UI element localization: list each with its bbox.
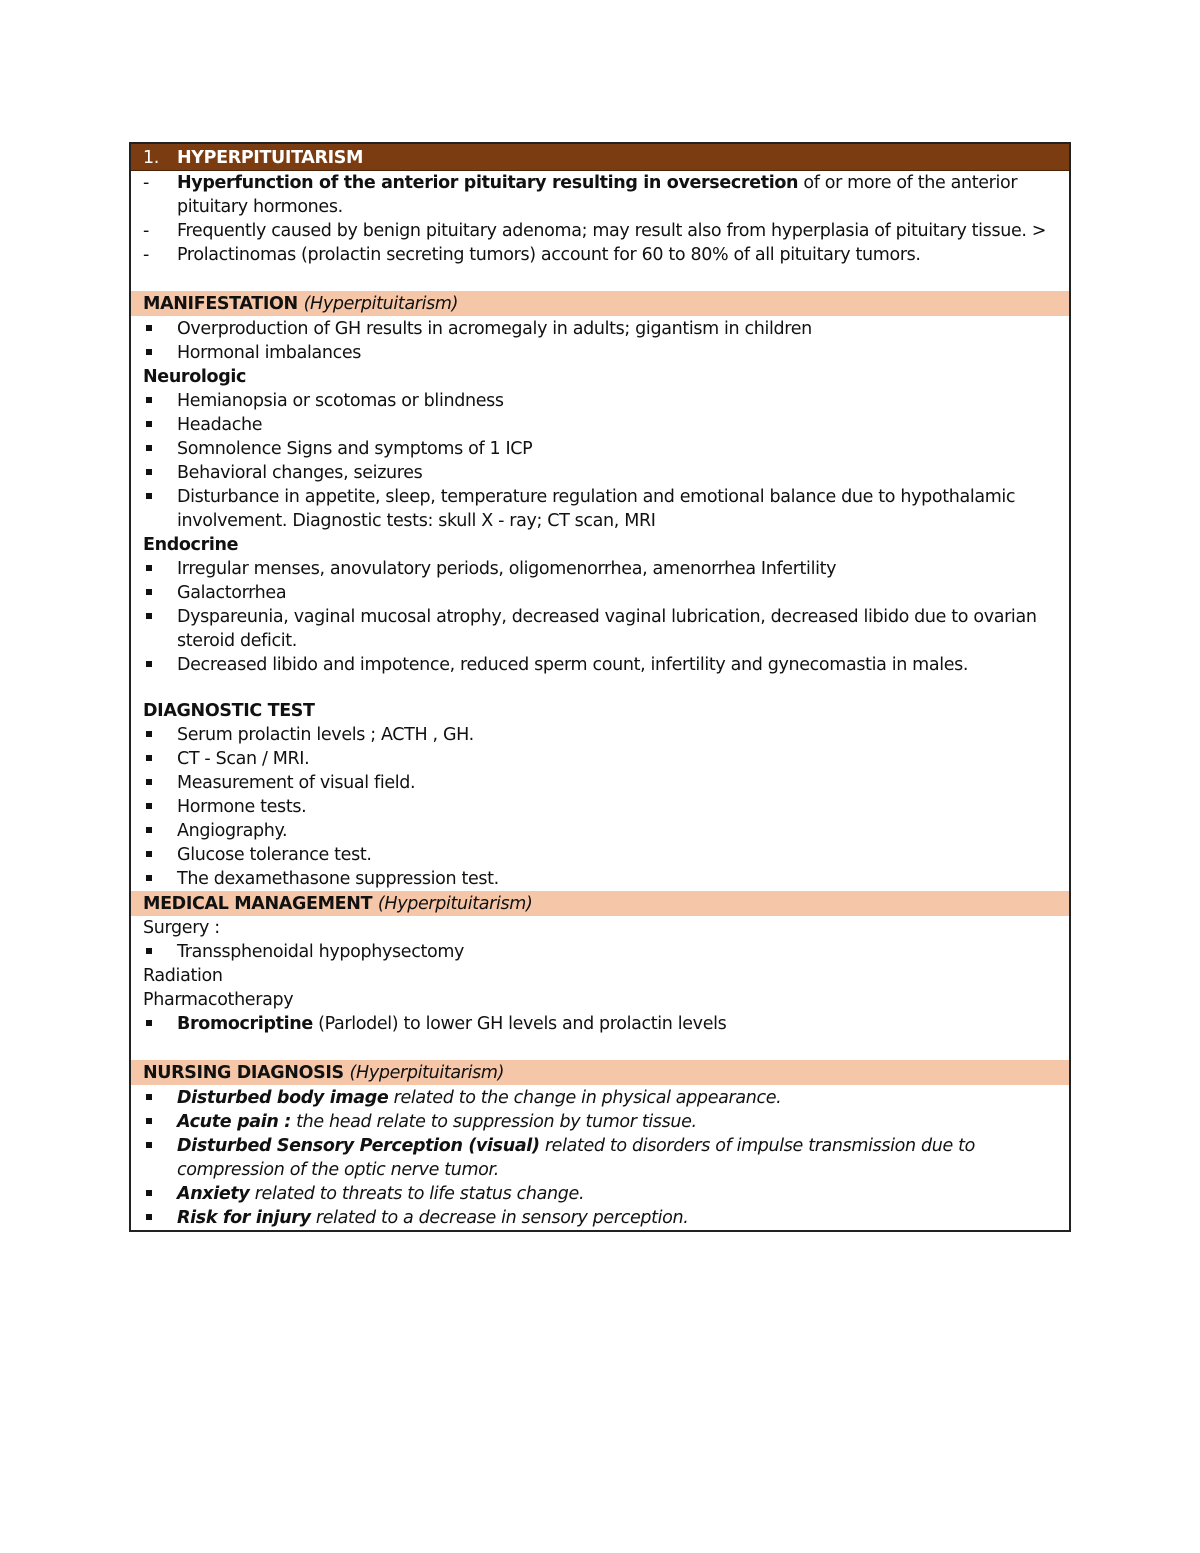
section-title: HYPERPITUITARISM bbox=[177, 148, 364, 168]
square-bullet-icon bbox=[143, 1134, 177, 1182]
square-bullet-icon bbox=[143, 747, 177, 771]
square-bullet-icon bbox=[143, 1182, 177, 1206]
neurologic-subheading: Neurologic bbox=[143, 367, 247, 387]
list-item: Headache bbox=[143, 413, 1069, 437]
pharmacotherapy-label: Pharmacotherapy bbox=[143, 990, 294, 1010]
intro-list bbox=[131, 171, 1069, 267]
square-bullet-icon bbox=[143, 413, 177, 437]
intro-text: Frequently caused by benign pituitary adenoma; may result also from hyperplasia of pituitary tissue. > bbox=[177, 221, 1047, 241]
medical-management-heading bbox=[131, 891, 1069, 916]
diagnostic-heading: DIAGNOSTIC TEST bbox=[143, 701, 315, 721]
diagnostic-section bbox=[131, 699, 1069, 891]
section-title-bar bbox=[131, 144, 1069, 171]
nursing-diagnosis-heading bbox=[131, 1060, 1069, 1085]
surgery-label: Surgery : bbox=[143, 918, 220, 938]
list-item: Transsphenoidal hypophysectomy bbox=[143, 940, 1069, 964]
list-item: Disturbed Sensory Perception (visual) related to disorders of impulse transmission due to compression of the optic nerve tumor. bbox=[143, 1134, 1069, 1182]
square-bullet-icon bbox=[143, 940, 177, 964]
nursing-diagnosis-subtitle: (Hyperpituitarism) bbox=[349, 1063, 505, 1083]
intro-text: Prolactinomas (prolactin secreting tumors) account for 60 to 80% of all pituitary tumors. bbox=[177, 245, 921, 265]
list-item: Galactorrhea bbox=[143, 581, 1069, 605]
list-item: Overproduction of GH results in acromegaly in adults; gigantism in children bbox=[143, 317, 1069, 341]
list-item: Glucose tolerance test. bbox=[143, 843, 1069, 867]
medical-management-subtitle: (Hyperpituitarism) bbox=[377, 894, 533, 914]
manifestation-list bbox=[131, 317, 1069, 677]
list-item: Bromocriptine (Parlodel) to lower GH levels and prolactin levels bbox=[143, 1012, 1069, 1036]
square-bullet-icon bbox=[143, 1012, 177, 1036]
section-number: 1. bbox=[143, 148, 159, 168]
list-item: Somnolence Signs and symptoms of 1 ICP bbox=[143, 437, 1069, 461]
dash-marker: - bbox=[143, 173, 149, 193]
list-item: Serum prolactin levels ; ACTH , GH. bbox=[143, 723, 1069, 747]
intro-text: of or more of the anterior pituitary hormones. bbox=[177, 173, 1018, 217]
list-item: Hormonal imbalances bbox=[143, 341, 1069, 365]
list-item: Measurement of visual field. bbox=[143, 771, 1069, 795]
manifestation-subtitle: (Hyperpituitarism) bbox=[303, 294, 459, 314]
square-bullet-icon bbox=[143, 485, 177, 533]
square-bullet-icon bbox=[143, 389, 177, 413]
square-bullet-icon bbox=[143, 1206, 177, 1230]
nursing-diagnosis-list bbox=[131, 1086, 1069, 1230]
radiation-label: Radiation bbox=[143, 966, 223, 986]
list-item: Disturbance in appetite, sleep, temperature regulation and emotional balance due to hypothalamic involvement. Diagnostic tests: skull X - ray; CT scan, MRI bbox=[143, 485, 1069, 533]
square-bullet-icon bbox=[143, 843, 177, 867]
intro-bold-text: Hyperfunction of the anterior pituitary resulting in oversecretion bbox=[177, 173, 799, 193]
list-item: The dexamethasone suppression test. bbox=[143, 867, 1069, 891]
medical-management-list bbox=[131, 916, 1069, 1036]
square-bullet-icon bbox=[143, 581, 177, 605]
square-bullet-icon bbox=[143, 341, 177, 365]
dash-marker: - bbox=[143, 221, 149, 241]
list-item: CT - Scan / MRI. bbox=[143, 747, 1069, 771]
list-item: Decreased libido and impotence, reduced sperm count, infertility and gynecomastia in males. bbox=[143, 653, 1069, 677]
intro-item bbox=[143, 219, 1069, 243]
square-bullet-icon bbox=[143, 653, 177, 677]
list-item: Dyspareunia, vaginal mucosal atrophy, decreased vaginal lubrication, decreased libido due to ovarian steroid deficit. bbox=[143, 605, 1069, 653]
list-item: Acute pain : the head relate to suppression by tumor tissue. bbox=[143, 1110, 1069, 1134]
manifestation-heading bbox=[131, 291, 1069, 316]
list-item: Risk for injury related to a decrease in sensory perception. bbox=[143, 1206, 1069, 1230]
square-bullet-icon bbox=[143, 605, 177, 653]
square-bullet-icon bbox=[143, 461, 177, 485]
square-bullet-icon bbox=[143, 557, 177, 581]
hyperpituitarism-table bbox=[129, 142, 1071, 1232]
list-item: Irregular menses, anovulatory periods, oligomenorrhea, amenorrhea Infertility bbox=[143, 557, 1069, 581]
endocrine-subheading: Endocrine bbox=[143, 535, 239, 555]
nursing-diagnosis-title: NURSING DIAGNOSIS bbox=[143, 1063, 344, 1083]
list-item: Disturbed body image related to the change in physical appearance. bbox=[143, 1086, 1069, 1110]
square-bullet-icon bbox=[143, 437, 177, 461]
square-bullet-icon bbox=[143, 1110, 177, 1134]
square-bullet-icon bbox=[143, 723, 177, 747]
list-item: Behavioral changes, seizures bbox=[143, 461, 1069, 485]
list-item: Anxiety related to threats to life status change. bbox=[143, 1182, 1069, 1206]
manifestation-title: MANIFESTATION bbox=[143, 294, 298, 314]
medical-management-title: MEDICAL MANAGEMENT bbox=[143, 894, 373, 914]
intro-item bbox=[143, 243, 1069, 267]
square-bullet-icon bbox=[143, 1086, 177, 1110]
list-item: Hemianopsia or scotomas or blindness bbox=[143, 389, 1069, 413]
square-bullet-icon bbox=[143, 819, 177, 843]
list-item: Hormone tests. bbox=[143, 795, 1069, 819]
list-item: Angiography. bbox=[143, 819, 1069, 843]
dash-marker: - bbox=[143, 245, 149, 265]
intro-item bbox=[143, 171, 1069, 219]
square-bullet-icon bbox=[143, 867, 177, 891]
square-bullet-icon bbox=[143, 771, 177, 795]
square-bullet-icon bbox=[143, 317, 177, 341]
square-bullet-icon bbox=[143, 795, 177, 819]
